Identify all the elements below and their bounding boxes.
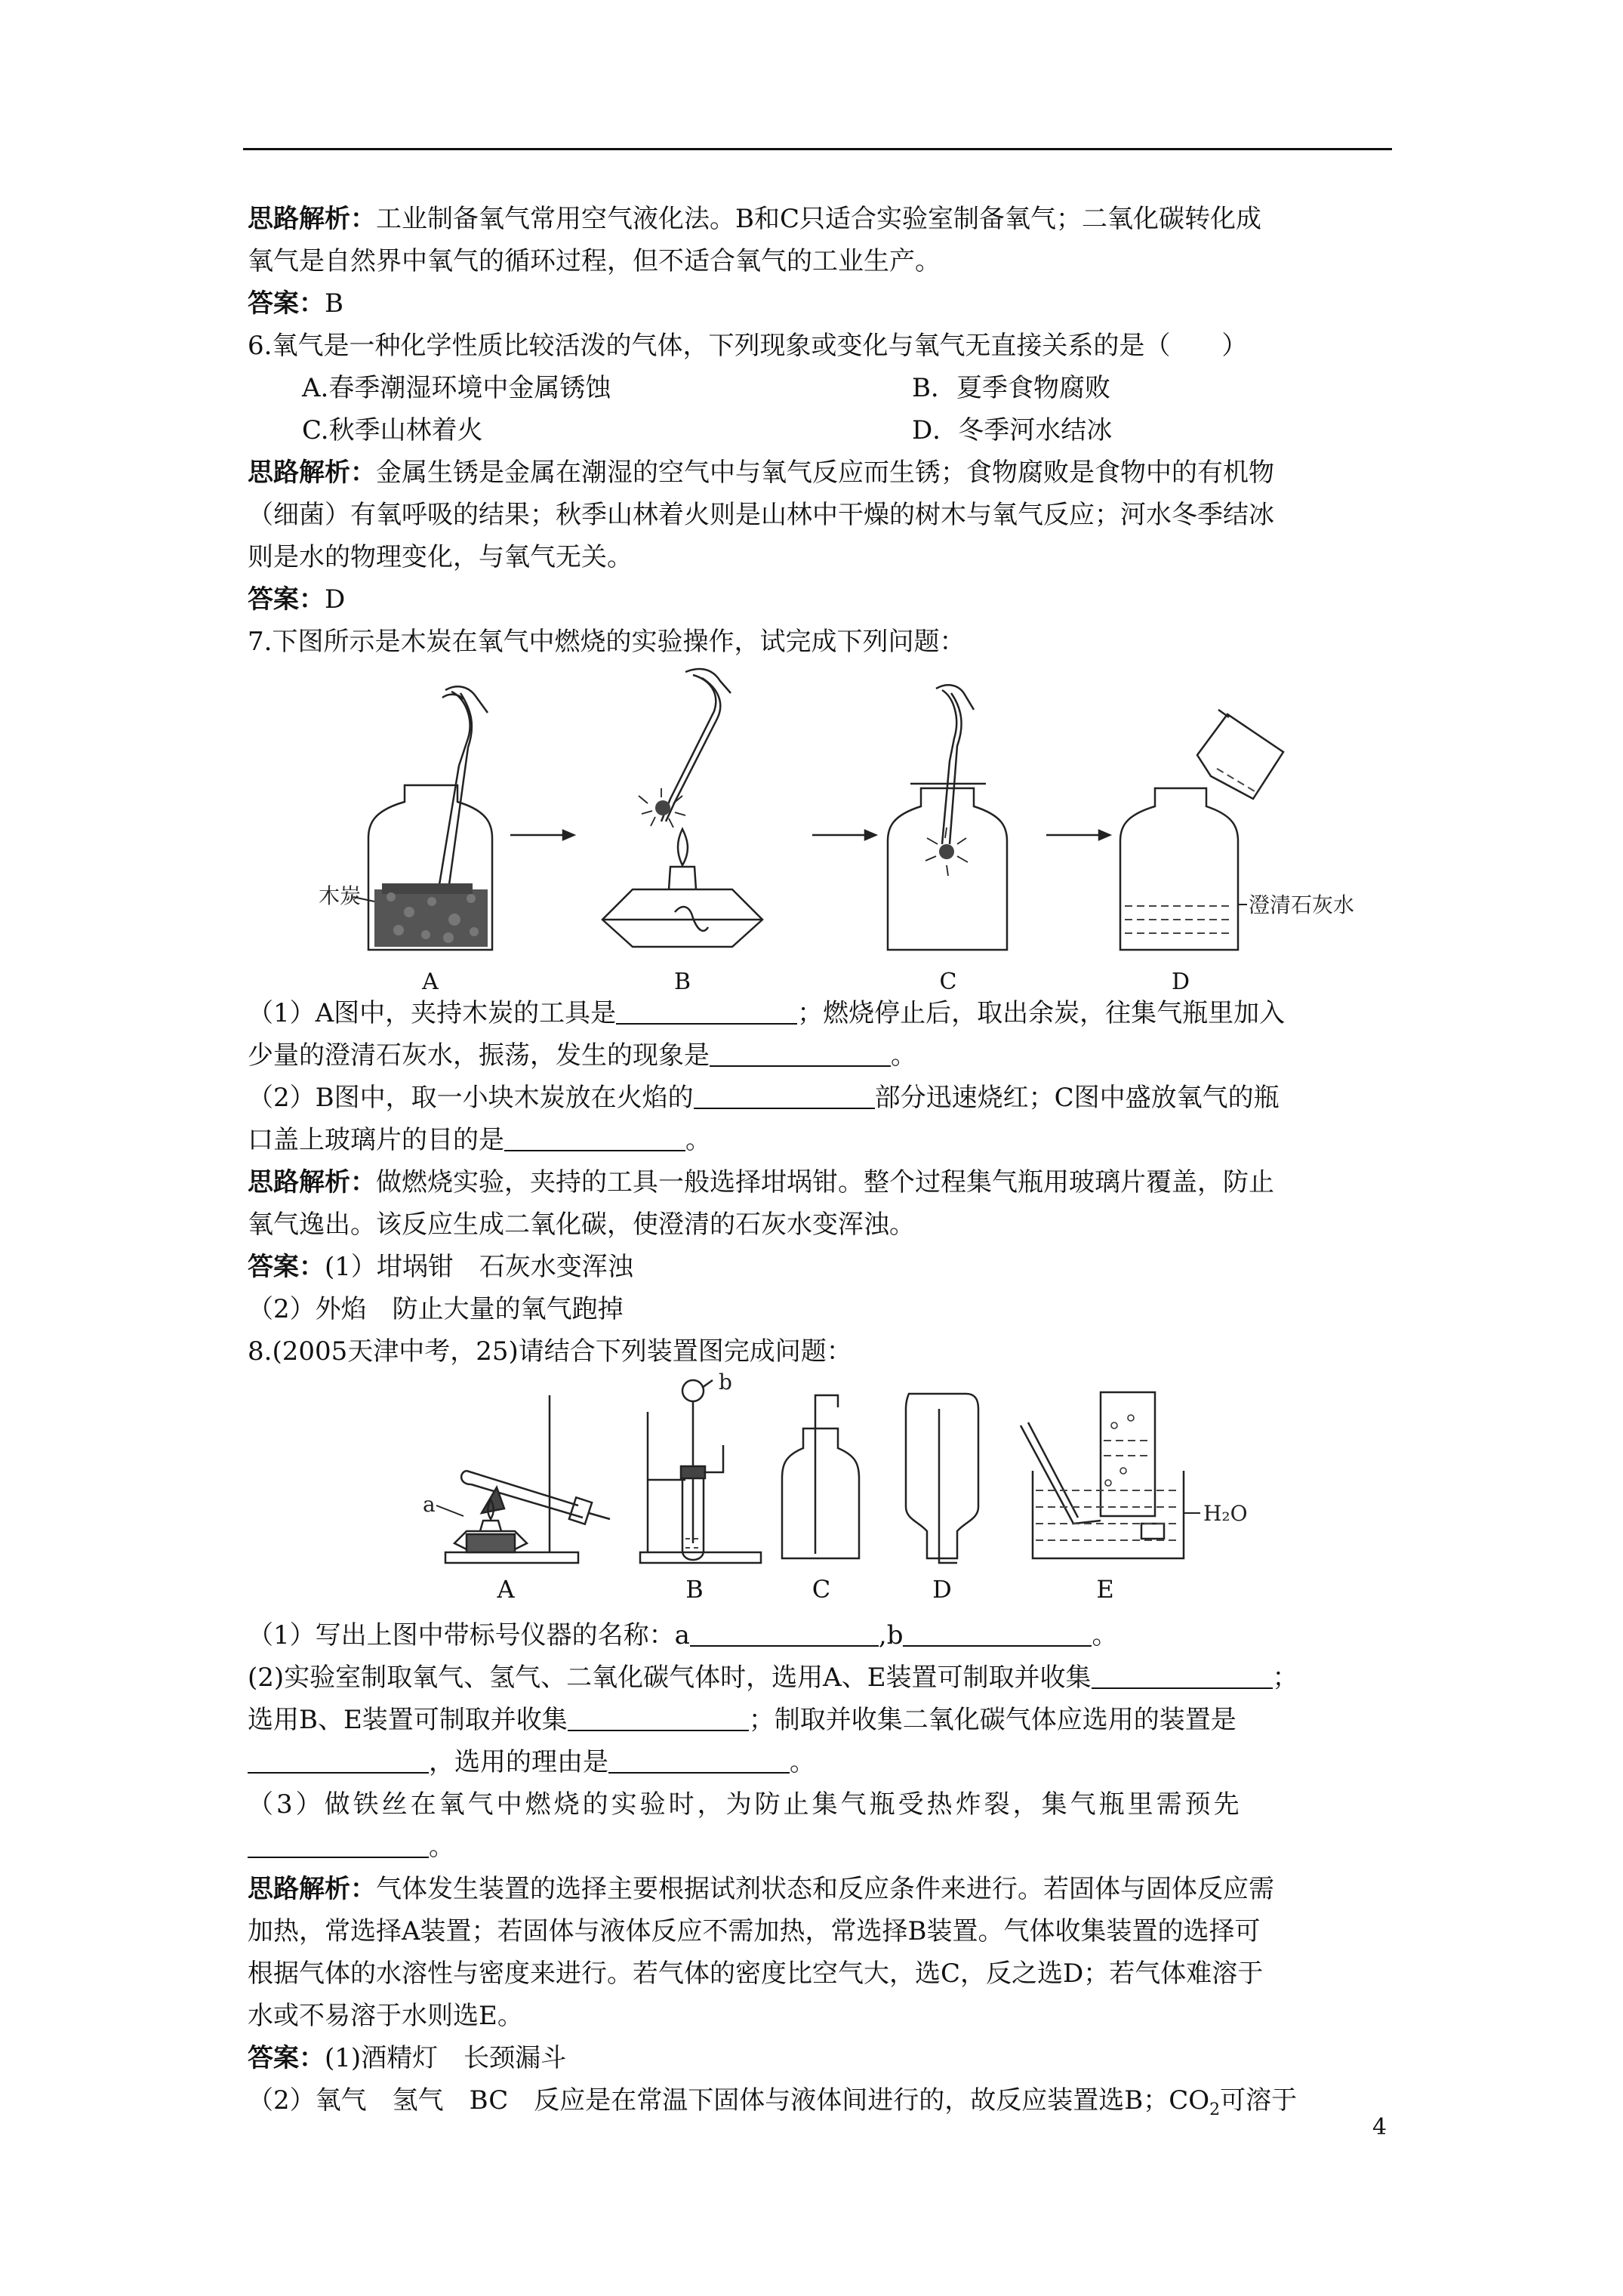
- analysis-text: 做燃烧实验，夹持的工具一般选择坩埚钳。整个过程集气瓶用玻璃片覆盖，防止: [376, 1167, 1274, 1197]
- q7-analysis-line-2: 氧气逸出。该反应生成二氧化碳，使澄清的石灰水变浑浊。: [248, 1210, 915, 1240]
- answer-blank[interactable]: [504, 1127, 685, 1151]
- q8-part2-text: (2)实验室制取氧气、氢气、二氧化碳气体时，选用A、E装置可制取并收集: [248, 1663, 1092, 1693]
- collection-bottle-icon: [1101, 1392, 1155, 1516]
- panel-label-a: A: [422, 969, 439, 995]
- q7-part1-text: 少量的澄清石灰水，振荡，发生的现象是: [248, 1040, 710, 1071]
- panel-label-e: E: [1096, 1575, 1114, 1604]
- q5-answer: [248, 282, 1389, 325]
- q5-analysis-line-2: [248, 240, 1389, 282]
- answer-blank[interactable]: [1092, 1665, 1273, 1689]
- analysis-label: 思路解析：: [248, 1874, 376, 1904]
- answer-text: （2）氧气 氢气 BC 反应是在常温下固体与液体间进行的，故反应装置选B；CO: [248, 2085, 1210, 2116]
- answer-label: 答案：: [248, 2043, 325, 2073]
- page-content: [248, 198, 1389, 2122]
- q6-option-c: C.秋季山林着火: [302, 415, 483, 445]
- answer-blank[interactable]: [248, 1749, 429, 1774]
- answer-label: 答案：: [248, 584, 325, 615]
- answer-blank[interactable]: [568, 1707, 749, 1731]
- q6-stem: 6.氧气是一种化学性质比较活泼的气体，下列现象或变化与氧气无直接关系的是（ ）: [248, 331, 1248, 361]
- q7-answer-line-2: （2）外焰 防止大量的氧气跑掉: [248, 1294, 624, 1324]
- q7-figure: [248, 663, 1389, 995]
- analysis-text: 金属生锈是金属在潮湿的空气中与氧气反应而生锈；食物腐败是食物中的有机物: [376, 458, 1274, 488]
- answer-blank[interactable]: [694, 1085, 875, 1109]
- q7-part1-text: （1）A图中，夹持木炭的工具是: [248, 998, 617, 1028]
- tongs-c-icon: [942, 690, 956, 844]
- answer-text: (1)酒精灯 长颈漏斗: [325, 2043, 567, 2073]
- bottle-d-icon: [1120, 788, 1238, 950]
- charcoal-combustion-diagram: [248, 663, 1389, 995]
- analysis-label: 思路解析：: [248, 458, 376, 488]
- panel-label-b: B: [685, 1575, 704, 1604]
- answer-blank[interactable]: [903, 1623, 1092, 1647]
- q8-answer-line-2: [248, 2079, 1389, 2122]
- q7-analysis-line-1: [248, 1161, 1389, 1203]
- alcohol-lamp-b-icon: [602, 889, 762, 947]
- q8-part2-text: ；制取并收集二氧化碳气体应选用的装置是: [748, 1705, 1236, 1735]
- q8-stem: 8.(2005天津中考，25)请结合下列装置图完成问题：: [248, 1336, 852, 1367]
- answer-blank[interactable]: [710, 1043, 891, 1067]
- q7-part2-text: 。: [685, 1125, 711, 1155]
- q8-analysis-line-3: 根据气体的水溶性与密度来进行。若气体的密度比空气大，选C，反之选D；若气体难溶于: [248, 1959, 1264, 1989]
- tongs-b-icon: [661, 675, 716, 821]
- label-b: b: [719, 1370, 732, 1395]
- analysis-text: 气体发生装置的选择主要根据试剂状态和反应条件来进行。若固体与固体反应需: [376, 1874, 1274, 1904]
- answer-label: 答案：: [248, 1252, 325, 1282]
- gas-bottle-d-icon: [906, 1394, 978, 1558]
- q7-part2-line-1: [248, 1077, 1389, 1119]
- analysis-label: 思路解析：: [248, 1167, 376, 1197]
- funnel-bulb-icon: [682, 1380, 704, 1401]
- q7-answer-line-1: [248, 1246, 1389, 1288]
- q6-option-d: D．冬季河水结冰: [912, 415, 1113, 445]
- answer-blank[interactable]: [248, 1834, 429, 1858]
- analysis-text: 工业制备氧气常用空气液化法。B和C只适合实验室制备氧气；二氧化碳转化成: [376, 204, 1261, 234]
- panel-label-a: A: [497, 1575, 515, 1604]
- answer-text: D: [325, 584, 346, 615]
- q8-part3-text: 。: [429, 1832, 454, 1862]
- q7-part2-text: （2）B图中，取一小块木炭放在火焰的: [248, 1083, 694, 1113]
- q8-part1-text: ,b: [878, 1620, 904, 1650]
- charcoal-label: 木炭: [319, 883, 362, 908]
- q8-part3-line-1: （3）做铁丝在氧气中燃烧的实验时，为防止集气瓶受热炸裂，集气瓶里需预先: [248, 1789, 1243, 1820]
- subscript: 2: [1209, 2100, 1221, 2119]
- answer-blank[interactable]: [616, 1000, 797, 1025]
- q7-stem: 7.下图所示是木炭在氧气中燃烧的实验操作，试完成下列问题：: [248, 627, 965, 657]
- panel-label-d: D: [932, 1575, 952, 1604]
- answer-label: 答案：: [248, 288, 325, 319]
- water-trough-icon: [1033, 1471, 1184, 1558]
- q8-analysis-line-4: 水或不易溶于水则选E。: [248, 2001, 523, 2031]
- q8-analysis-line-2: 加热，常选择A装置；若固体与液体反应不需加热，常选择B装置。气体收集装置的选择可: [248, 1916, 1261, 1946]
- panel-label-b: B: [673, 969, 691, 995]
- q6-analysis-line-2: （细菌）有氧呼吸的结果；秋季山林着火则是山林中干燥的树木与氧气反应；河水冬季结冰: [248, 500, 1274, 530]
- q5-analysis-line-1: [248, 198, 1389, 240]
- q8-part2-text: 。: [790, 1747, 815, 1777]
- q7-part1-line-2: [248, 1034, 1389, 1077]
- panel-label-d: D: [1171, 969, 1190, 995]
- answer-blank[interactable]: [690, 1623, 879, 1647]
- page-number: 4: [1372, 2114, 1387, 2140]
- tongs-a-icon: [435, 692, 470, 912]
- q6-options-row-1: [248, 367, 1389, 409]
- q8-part2-line-1: [248, 1657, 1389, 1699]
- q6-option-a: A.春季潮湿环境中金属锈蚀: [302, 373, 611, 403]
- gas-bottle-c-icon: [782, 1428, 859, 1558]
- q8-answer-line-1: [248, 2037, 1389, 2079]
- lab-apparatus-diagram: [248, 1370, 1389, 1604]
- q8-analysis-line-1: [248, 1868, 1389, 1910]
- label-a: a: [423, 1492, 436, 1517]
- q6-options-row-2: [248, 409, 1389, 451]
- q6-analysis-line-3: 则是水的物理变化，与氧气无关。: [248, 542, 633, 572]
- q6-analysis-line-1: [248, 451, 1389, 494]
- beaker-icon: [1197, 714, 1283, 799]
- q7-part2-text: 部分迅速烧红；C图中盛放氧气的瓶: [874, 1083, 1280, 1113]
- q7-part1-text: 。: [891, 1040, 916, 1071]
- q7-part1-text: ；燃烧停止后，取出余炭，往集气瓶里加入: [797, 998, 1286, 1028]
- q8-figure: [248, 1370, 1389, 1604]
- answer-blank[interactable]: [608, 1749, 790, 1774]
- q8-part1-text: 。: [1092, 1620, 1118, 1650]
- q8-part1-text: （1）写出上图中带标号仪器的名称：a: [248, 1620, 690, 1650]
- analysis-label: 思路解析：: [248, 204, 376, 234]
- limewater-label: 澄清石灰水: [1249, 892, 1355, 917]
- q8-part1: [248, 1614, 1389, 1657]
- hand-b-icon: [685, 669, 731, 693]
- q8-part2-line-3: [248, 1741, 1389, 1783]
- q8-part2-text: 选用B、E装置可制取并收集: [248, 1705, 568, 1735]
- answer-text: 可溶于: [1220, 2085, 1298, 2116]
- q7-part2-text: 口盖上玻璃片的目的是: [248, 1125, 504, 1155]
- q7-part2-line-2: [248, 1119, 1389, 1161]
- flame-icon: [678, 829, 688, 865]
- answer-text: B: [325, 288, 343, 319]
- panel-label-c: C: [939, 969, 957, 995]
- q6-answer: [248, 578, 1389, 621]
- q7-part1-line-1: [248, 992, 1389, 1034]
- stand-base-a-icon: [445, 1552, 578, 1563]
- panel-label-c: C: [812, 1575, 831, 1604]
- header-rule: [243, 148, 1392, 150]
- water-label: H₂O: [1203, 1501, 1248, 1526]
- analysis-text: 氧气是自然界中氧气的循环过程，但不适合氧气的工业生产。: [248, 246, 941, 276]
- answer-text: (1）坩埚钳 石灰水变浑浊: [325, 1252, 633, 1282]
- q8-part2-line-2: [248, 1699, 1389, 1741]
- q6-option-b: B．夏季食物腐败: [912, 373, 1110, 403]
- q8-part2-text: ；: [1272, 1663, 1298, 1693]
- q8-part3-line-2: [248, 1826, 1389, 1868]
- q8-part2-text: ，选用的理由是: [429, 1747, 608, 1777]
